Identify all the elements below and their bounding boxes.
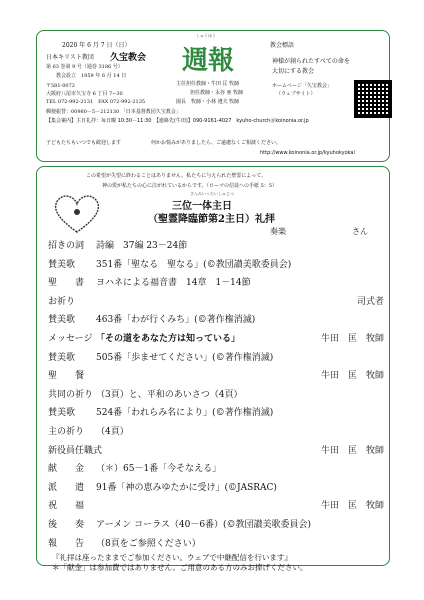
service-title-ruby: さんみいったいしゅじつ <box>190 191 234 196</box>
service-item-officiant: 牛田 匡 牧師 <box>320 371 384 382</box>
issue-number: 第 63 巻第 9 号（通巻 3186 号） <box>46 64 123 70</box>
service-item-text: （4頁） <box>96 427 129 437</box>
welcome-note: 子どもたちもいつでも歓迎します 何かお悩みがありましたら、ご遠慮なくご相談ください。 <box>46 140 282 146</box>
service-item-label: メッセージ <box>48 334 93 344</box>
service-item-text: 351番「聖なる 聖なる」(©教団讃美歌委員会) <box>96 259 292 270</box>
verse-line1: この希望が失望に終わることはありません。私たちに与えられた聖霊によって、 <box>86 173 267 179</box>
postal-code: 〒581-0072 <box>46 83 75 89</box>
service-item-text: 91番「神の恵みゆたかに受け」(©JASRAC) <box>96 482 277 493</box>
service-item-officiant: 司式者 <box>356 296 384 307</box>
service-item-text: 詩編 37編 23－24節 <box>96 241 188 251</box>
service-item-officiant: 牛田 匡 牧師 <box>320 445 384 456</box>
service-item-label: 主の祈り <box>48 427 85 437</box>
pastor: 主任担任教師・牛田 匡 牧師 <box>176 81 240 87</box>
service-item-label: お祈り <box>48 296 76 307</box>
service-item <box>48 517 388 530</box>
website-url[interactable]: http://www.koinonia.or.jp/kyuhokyokai <box>260 150 355 156</box>
service-item-label: 派 遣 <box>48 482 85 493</box>
prelude-label: 奏楽 <box>270 227 286 236</box>
date: 2020 年 6 月 7 日（日） <box>62 42 131 49</box>
service-item <box>48 387 388 400</box>
qr-code-icon <box>354 80 392 118</box>
motto-line1: 神様が創られたすべての命を <box>272 58 350 65</box>
service-item-label: 祝 福 <box>48 501 85 512</box>
service-item <box>48 294 388 307</box>
service-item-text: ヨハネによる福音書 14章 1－14節 <box>96 278 251 289</box>
service-item-label: 賛美歌 <box>48 352 76 363</box>
page-title: 週報 <box>182 46 235 76</box>
service-item <box>48 405 388 418</box>
verse-line2: 神の愛が私たちの心に注がれているからです。（ローマの信徒への手紙 5：5） <box>102 183 278 189</box>
heart-wreath-icon <box>52 192 102 236</box>
service-item-label: 賛美歌 <box>48 315 76 326</box>
prelude-name: さん <box>352 227 368 236</box>
service-item <box>48 238 388 251</box>
service-item <box>48 257 388 270</box>
gathering-info: 【集会案内】主日礼拝：毎日曜 10:30－11:30 【連絡先(牛田)】090-9161-4027 kyuho-church＠koinonia.or.jp <box>46 118 309 124</box>
service-item-label: 賛美歌 <box>48 259 76 270</box>
homepage-sub: （ウェブサイト） <box>276 91 316 97</box>
service-item-text: アーメン コーラス（40－6番）(©教団讃美歌委員会) <box>96 520 312 530</box>
service-item-label: 献 金 <box>48 464 85 475</box>
service-item-label: 招きの詞 <box>48 241 85 251</box>
footer-note1: 『礼拝は座ったままでご参加ください。ウェブで中継配信を行います』 <box>52 553 292 562</box>
address: 大阪府八尾市久宝寺 6 丁目 7−30 <box>46 91 123 97</box>
service-item-text: 524番「われらみ名により」(©著作権消滅) <box>96 408 274 419</box>
service-item-text: 「その道をあなた方は知っている」 <box>96 334 241 344</box>
motto-line2: 大切にする教会 <box>272 68 315 75</box>
service-item-label: 共同の祈り <box>48 389 94 400</box>
motto-title: 教会標語 <box>270 42 295 49</box>
footer-note2: ＊「献金」は参加費ではありません。ご用意のある方のみお捧げください。 <box>52 563 308 572</box>
service-item <box>48 275 388 288</box>
service-item <box>48 424 388 437</box>
service-item-text: （8頁をご参照ください） <box>96 538 201 549</box>
kindergarten-head: 園長 牧師・小林 遵夫 牧師 <box>176 99 240 105</box>
service-title: 三位一体主日 <box>172 201 232 212</box>
service-item <box>48 350 388 363</box>
service-item-text: 463番「わが行くみち」(©著作権消滅) <box>96 315 256 326</box>
service-item-label: 報 告 <box>48 538 85 549</box>
service-subtitle: （聖霊降臨節第2主日）礼拝 <box>148 214 275 225</box>
founded: 教会設立 1959 年 6 月 14 日 <box>56 73 127 79</box>
service-item-label: 聖 書 <box>48 278 85 289</box>
service-item-text: （＊）65－1番「今そなえる」 <box>96 464 222 475</box>
service-item <box>48 480 388 493</box>
service-item-officiant: 牛田 匡 牧師 <box>320 501 384 512</box>
service-item-text: 505番「歩ませてください」(©著作権消滅) <box>96 352 274 363</box>
denomination: 日本キリスト教団 <box>46 54 94 61</box>
service-item-label: 新役員任職式 <box>48 445 103 456</box>
postal-transfer: 郵便振替：00980－5－212130 「日本基督教団久宝教会」 <box>46 109 181 115</box>
homepage-label: ホームページ「久宝教会」 <box>272 83 332 89</box>
service-item-label: 後 奏 <box>48 520 85 530</box>
service-item-label: 聖 餐 <box>48 371 85 382</box>
service-item-label: 賛美歌 <box>48 408 76 419</box>
service-item <box>48 312 388 325</box>
telephone: TEL 072-992-2131 FAX 072-992-2135 <box>46 99 146 105</box>
service-item-text: （3頁）と、平和のあいさつ（4頁） <box>96 389 243 400</box>
title-ruby: しゅうほう <box>196 33 216 38</box>
church-name: 久宝教会 <box>110 53 147 63</box>
assistant-pastor: 担任教師・永谷 亜 牧師 <box>190 90 244 96</box>
service-item <box>48 536 388 549</box>
service-item <box>48 461 388 474</box>
service-item-officiant: 牛田 匡 牧師 <box>320 334 384 344</box>
